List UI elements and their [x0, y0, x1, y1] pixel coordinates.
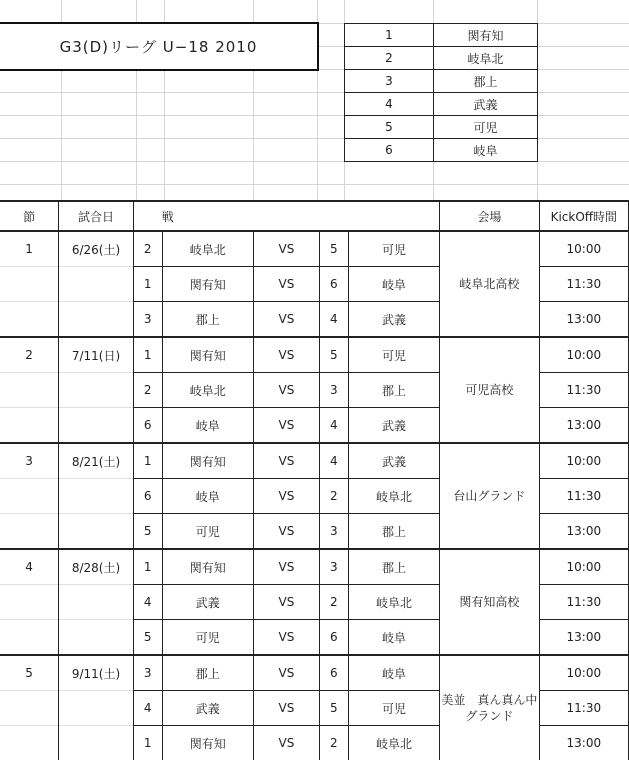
away-team-number[interactable]: 4 — [319, 408, 348, 444]
home-team-number[interactable]: 6 — [133, 408, 162, 444]
round-number[interactable] — [0, 408, 59, 444]
vs-label[interactable]: VS — [253, 231, 319, 267]
away-team[interactable]: 武義 — [348, 443, 439, 479]
match-date[interactable]: 8/21(土) — [59, 443, 134, 479]
page-title[interactable] — [0, 22, 319, 71]
kickoff-time[interactable]: 11:30 — [539, 267, 628, 302]
kickoff-time[interactable]: 13:00 — [539, 514, 628, 550]
venue[interactable] — [440, 655, 540, 760]
team-number[interactable]: 3 — [345, 70, 434, 93]
header-date[interactable]: 試合日 — [59, 201, 134, 231]
legend-row — [345, 47, 538, 70]
vs-label[interactable]: VS — [253, 302, 319, 338]
away-team-number[interactable]: 3 — [319, 373, 348, 408]
team-legend-table — [344, 23, 538, 162]
home-team-number[interactable]: 1 — [133, 726, 162, 760]
vs-label[interactable]: VS — [253, 691, 319, 726]
round-number[interactable] — [0, 620, 59, 656]
match-date[interactable] — [59, 408, 134, 444]
away-team[interactable]: 岐阜北 — [348, 479, 439, 514]
away-team-number[interactable]: 5 — [319, 691, 348, 726]
vs-label[interactable]: VS — [253, 585, 319, 620]
round-number[interactable]: 1 — [0, 231, 59, 267]
header-kickoff[interactable]: KickOff時間 — [539, 201, 628, 231]
home-team[interactable]: 岐阜 — [162, 408, 253, 444]
venue-name: 関有知高校 — [440, 594, 539, 610]
team-name[interactable]: 岐阜 — [434, 139, 538, 162]
away-team-number[interactable]: 6 — [319, 267, 348, 302]
match-date[interactable] — [59, 479, 134, 514]
away-team[interactable]: 郡上 — [348, 373, 439, 408]
home-team[interactable]: 関有知 — [162, 726, 253, 760]
vs-label[interactable]: VS — [253, 443, 319, 479]
away-team-number[interactable]: 5 — [319, 231, 348, 267]
away-team[interactable]: 可児 — [348, 231, 439, 267]
vs-label[interactable]: VS — [253, 479, 319, 514]
match-date[interactable] — [59, 691, 134, 726]
kickoff-time[interactable]: 10:00 — [539, 443, 628, 479]
round-number[interactable] — [0, 267, 59, 302]
away-team-number[interactable]: 4 — [319, 302, 348, 338]
home-team[interactable]: 可児 — [162, 514, 253, 550]
away-team[interactable]: 岐阜北 — [348, 726, 439, 760]
kickoff-time[interactable]: 13:00 — [539, 408, 628, 444]
round-number[interactable]: 3 — [0, 443, 59, 479]
match-row — [0, 443, 629, 479]
home-team-number[interactable]: 1 — [133, 267, 162, 302]
match-date[interactable] — [59, 726, 134, 760]
match-date[interactable]: 6/26(土) — [59, 231, 134, 267]
home-team[interactable]: 武義 — [162, 585, 253, 620]
vs-label[interactable]: VS — [253, 267, 319, 302]
away-team[interactable]: 郡上 — [348, 514, 439, 550]
legend-row — [345, 93, 538, 116]
vs-label[interactable]: VS — [253, 549, 319, 585]
away-team-number[interactable]: 6 — [319, 655, 348, 691]
away-team[interactable]: 可児 — [348, 337, 439, 373]
home-team-number[interactable]: 1 — [133, 549, 162, 585]
team-name[interactable]: 郡上 — [434, 70, 538, 93]
venue-name: 美並 真ん真ん中グランド — [440, 692, 539, 724]
kickoff-time[interactable]: 13:00 — [539, 302, 628, 338]
kickoff-time[interactable]: 11:30 — [539, 373, 628, 408]
team-number[interactable]: 1 — [345, 24, 434, 47]
kickoff-time[interactable]: 10:00 — [539, 549, 628, 585]
away-team-number[interactable]: 2 — [319, 479, 348, 514]
round-number[interactable] — [0, 373, 59, 408]
home-team-number[interactable]: 5 — [133, 620, 162, 656]
home-team[interactable]: 可児 — [162, 620, 253, 656]
away-team[interactable]: 岐阜北 — [348, 585, 439, 620]
home-team-number[interactable]: 5 — [133, 514, 162, 550]
team-name[interactable]: 武義 — [434, 93, 538, 116]
away-team-number[interactable]: 3 — [319, 549, 348, 585]
header-match[interactable]: 戦 — [133, 201, 439, 231]
kickoff-time[interactable]: 10:00 — [539, 337, 628, 373]
vs-label[interactable]: VS — [253, 408, 319, 444]
round-number[interactable]: 2 — [0, 337, 59, 373]
round-number[interactable] — [0, 726, 59, 760]
match-date[interactable]: 8/28(土) — [59, 549, 134, 585]
match-row — [0, 655, 629, 691]
round-number[interactable] — [0, 514, 59, 550]
round-number[interactable] — [0, 691, 59, 726]
vs-label[interactable]: VS — [253, 655, 319, 691]
home-team[interactable]: 郡上 — [162, 302, 253, 338]
round-number[interactable] — [0, 585, 59, 620]
away-team-number[interactable]: 2 — [319, 726, 348, 760]
home-team[interactable]: 岐阜北 — [162, 373, 253, 408]
kickoff-time[interactable]: 11:30 — [539, 691, 628, 726]
home-team[interactable]: 関有知 — [162, 443, 253, 479]
team-number[interactable]: 2 — [345, 47, 434, 70]
match-row — [0, 231, 629, 267]
match-date[interactable] — [59, 373, 134, 408]
header-venue[interactable]: 会場 — [440, 201, 540, 231]
legend-row — [345, 24, 538, 47]
home-team-number[interactable]: 4 — [133, 691, 162, 726]
away-team-number[interactable]: 4 — [319, 443, 348, 479]
header-setsu[interactable]: 節 — [0, 201, 59, 231]
away-team-number[interactable]: 5 — [319, 337, 348, 373]
match-row — [0, 549, 629, 585]
vs-label[interactable]: VS — [253, 373, 319, 408]
home-team-number[interactable]: 2 — [133, 373, 162, 408]
gridline — [0, 184, 629, 185]
team-number[interactable]: 6 — [345, 139, 434, 162]
kickoff-time[interactable]: 10:00 — [539, 231, 628, 267]
vs-label[interactable]: VS — [253, 337, 319, 373]
kickoff-time[interactable]: 11:30 — [539, 479, 628, 514]
home-team[interactable]: 郡上 — [162, 655, 253, 691]
venue[interactable] — [440, 549, 540, 655]
match-row — [0, 337, 629, 373]
legend-row — [345, 139, 538, 162]
away-team[interactable]: 岐阜 — [348, 267, 439, 302]
match-date[interactable]: 9/11(土) — [59, 655, 134, 691]
vs-label[interactable]: VS — [253, 620, 319, 656]
match-date[interactable] — [59, 620, 134, 656]
match-date[interactable] — [59, 267, 134, 302]
home-team-number[interactable]: 4 — [133, 585, 162, 620]
home-team[interactable]: 岐阜北 — [162, 231, 253, 267]
team-number[interactable]: 4 — [345, 93, 434, 116]
away-team[interactable]: 武義 — [348, 302, 439, 338]
round-number[interactable] — [0, 479, 59, 514]
away-team[interactable]: 郡上 — [348, 549, 439, 585]
venue[interactable] — [440, 231, 540, 337]
home-team-number[interactable]: 1 — [133, 443, 162, 479]
venue[interactable] — [440, 337, 540, 443]
venue-name: 台山グランド — [440, 488, 539, 504]
team-number[interactable]: 5 — [345, 116, 434, 139]
kickoff-time[interactable]: 13:00 — [539, 620, 628, 656]
home-team[interactable]: 関有知 — [162, 337, 253, 373]
vs-label[interactable]: VS — [253, 514, 319, 550]
venue-name: 岐阜北高校 — [440, 276, 539, 292]
home-team-number[interactable]: 1 — [133, 337, 162, 373]
kickoff-time[interactable]: 11:30 — [539, 585, 628, 620]
kickoff-time[interactable]: 10:00 — [539, 655, 628, 691]
legend-row — [345, 116, 538, 139]
legend-row — [345, 70, 538, 93]
venue[interactable] — [440, 443, 540, 549]
header-row — [0, 201, 629, 231]
away-team-number[interactable]: 2 — [319, 585, 348, 620]
round-number[interactable]: 5 — [0, 655, 59, 691]
home-team-number[interactable]: 3 — [133, 302, 162, 338]
away-team-number[interactable]: 6 — [319, 620, 348, 656]
away-team[interactable]: 岐阜 — [348, 655, 439, 691]
match-date[interactable]: 7/11(日) — [59, 337, 134, 373]
home-team[interactable]: 武義 — [162, 691, 253, 726]
venue-name: 可児高校 — [440, 382, 539, 398]
home-team[interactable]: 岐阜 — [162, 479, 253, 514]
away-team-number[interactable]: 3 — [319, 514, 348, 550]
match-date[interactable] — [59, 302, 134, 338]
team-name[interactable]: 岐阜北 — [434, 47, 538, 70]
match-date[interactable] — [59, 514, 134, 550]
away-team[interactable]: 可児 — [348, 691, 439, 726]
home-team-number[interactable]: 3 — [133, 655, 162, 691]
title-text: G3(D)リーグ U−18 2010 — [60, 36, 258, 57]
round-number[interactable] — [0, 302, 59, 338]
home-team[interactable]: 関有知 — [162, 267, 253, 302]
vs-label[interactable]: VS — [253, 726, 319, 760]
schedule-table — [0, 200, 629, 760]
team-name[interactable]: 関有知 — [434, 24, 538, 47]
match-date[interactable] — [59, 585, 134, 620]
away-team[interactable]: 岐阜 — [348, 620, 439, 656]
away-team[interactable]: 武義 — [348, 408, 439, 444]
round-number[interactable]: 4 — [0, 549, 59, 585]
kickoff-time[interactable]: 13:00 — [539, 726, 628, 760]
home-team-number[interactable]: 2 — [133, 231, 162, 267]
team-name[interactable]: 可児 — [434, 116, 538, 139]
home-team-number[interactable]: 6 — [133, 479, 162, 514]
home-team[interactable]: 関有知 — [162, 549, 253, 585]
